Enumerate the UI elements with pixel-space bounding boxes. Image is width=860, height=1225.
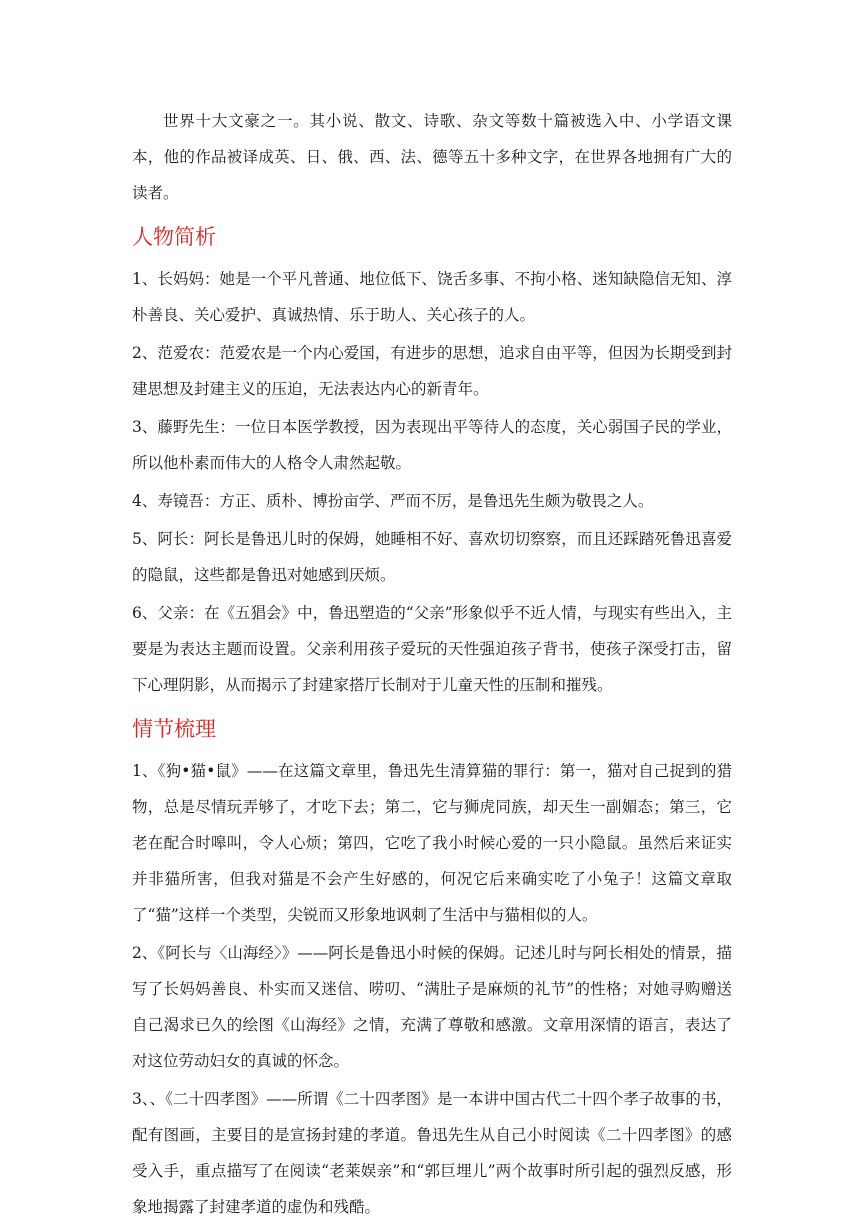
- character-item-1: 1、长妈妈：她是一个平凡普通、地位低下、饶舌多事、不拘小格、迷知缺隐信无知、淳朴善良、关心爱护、真诚热情、乐于助人、关心孩子的人。: [132, 270, 732, 324]
- plot-heading: 情节梳理: [132, 717, 216, 741]
- intro-paragraph: 世界十大文豪之一。其小说、散文、诗歌、杂文等数十篇被选入中、小学语文课本，他的作品被译成英、日、俄、西、法、德等五十多种文字，在世界各地拥有广大的读者。: [132, 112, 732, 202]
- character-item-4: 4、寿镜吾：方正、质朴、博扮亩学、严而不厉，是鲁迅先生颇为敬畏之人。: [132, 492, 654, 510]
- character-item-6: 6、父亲：在《五猖会》中，鲁迅塑造的“父亲”形象似乎不近人情，与现实有些出入，主要是为表达主题而设置。父亲利用孩子爱玩的天性强迫孩子背书，使孩子深受打击，留下心理阴影，从而揭示了封建家搭厅长制对于儿童天性的压制和摧残。: [132, 604, 732, 694]
- plot-item-2: 2、《阿长与〈山海经〉》——阿长是鲁迅小时候的保姆。记述儿时与阿长相处的情景，描写了长妈妈善良、朴实而又迷信、唠叨、“满肚子是麻烦的礼节”的性格；对她寻购赠送自己渴求已久的绘图《山海经》之情，充满了尊敬和感激。文章用深情的语言，表达了对这位劳动妇女的真诚的怀念。: [132, 944, 732, 1070]
- plot-item-1: 1、《狗•猫•鼠》——在这篇文章里，鲁迅先生清算猫的罪行：第一，猫对自己捉到的猎物，总是尽情玩弄够了，才吃下去；第二，它与狮虎同族，却天生一副媚态；第三，它老在配合时嗥叫，令人心烦；第四，它吃了我小时候心爱的一只小隐鼠。虽然后来证实并非猫所害，但我对猫是不会产生好感的，何况它后来确实吃了小兔子！这篇文章取了“猫”这样一个类型，尖锐而又形象地讽刺了生活中与猫相似的人。: [132, 762, 732, 924]
- plot-item-3: 3、、《二十四孝图》——所谓《二十四孝图》是一本讲中国古代二十四个孝子故事的书，配有图画，主要目的是宣扬封建的孝道。鲁迅先生从自己小时阅读《二十四孝图》的感受入手，重点描写了在阅读“老莱娱亲”和“郭巨埋儿”两个故事时所引起的强烈反感，形象地揭露了封建孝道的虚伪和残酷。: [132, 1090, 732, 1216]
- character-item-3: 3、藤野先生：一位日本医学教授，因为表现出平等待人的态度，关心弱国子民的学业，所以他朴素而伟大的人格令人肃然起敬。: [132, 418, 732, 472]
- characters-heading: 人物简析: [132, 225, 216, 249]
- character-item-2: 2、范爱农：范爱农是一个内心爱国，有进步的思想，追求自由平等，但因为长期受到封建思想及封建主义的压迫，无法表达内心的新青年。: [132, 344, 732, 398]
- character-item-5: 5、阿长：阿长是鲁迅儿时的保姆，她睡相不好、喜欢切切察察，而且还踩踏死鲁迅喜爱的隐鼠，这些都是鲁迅对她感到厌烦。: [132, 530, 732, 584]
